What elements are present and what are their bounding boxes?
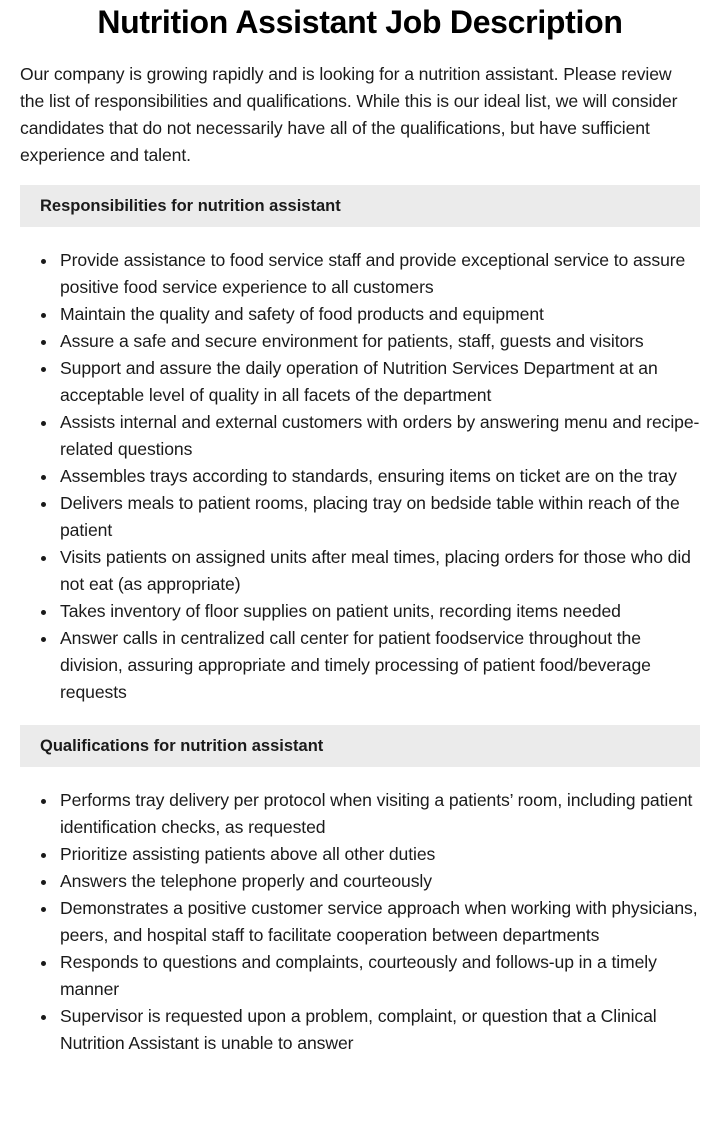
- list-item: Supervisor is requested upon a problem, complaint, or question that a Clinical Nutrition Assistant is unable to answer: [60, 1003, 700, 1057]
- bullet-icon: [41, 259, 46, 264]
- bullet-icon: [41, 961, 46, 966]
- qualifications-list: [20, 787, 700, 1057]
- list-item: Performs tray delivery per protocol when visiting a patients’ room, including patient identification checks, as requested: [60, 787, 700, 841]
- list-item: Answer calls in centralized call center for patient foodservice throughout the division, assuring appropriate and timely processing of patient food/beverage requests: [60, 625, 700, 706]
- list-item: Assists internal and external customers with orders by answering menu and recipe-related questions: [60, 409, 700, 463]
- bullet-icon: [41, 880, 46, 885]
- bullet-icon: [41, 853, 46, 858]
- list-item: Demonstrates a positive customer service approach when working with physicians, peers, and hospital staff to facilitate cooperation between departments: [60, 895, 700, 949]
- bullet-icon: [41, 610, 46, 615]
- bullet-icon: [41, 1015, 46, 1020]
- intro-paragraph: Our company is growing rapidly and is looking for a nutrition assistant. Please review the list of responsibilities and qualifications. While this is our ideal list, we will consider candidates that do not necessarily have all of the qualifications, but have sufficient experience and talent.: [20, 64, 678, 165]
- bullet-icon: [41, 502, 46, 507]
- list-item: Delivers meals to patient rooms, placing tray on bedside table within reach of the patient: [60, 490, 700, 544]
- list-item: Responds to questions and complaints, courteously and follows-up in a timely manner: [60, 949, 700, 1003]
- bullet-icon: [41, 313, 46, 318]
- responsibilities-list: [20, 247, 700, 706]
- list-item: Prioritize assisting patients above all other duties: [60, 841, 700, 868]
- bullet-icon: [41, 907, 46, 912]
- bullet-icon: [41, 637, 46, 642]
- bullet-icon: [41, 799, 46, 804]
- bullet-icon: [41, 421, 46, 426]
- qualifications-heading: Qualifications for nutrition assistant: [20, 725, 700, 767]
- list-item: Maintain the quality and safety of food products and equipment: [60, 301, 700, 328]
- list-item: Takes inventory of floor supplies on patient units, recording items needed: [60, 598, 700, 625]
- list-item: Provide assistance to food service staff and provide exceptional service to assure positive food service experience to all customers: [60, 247, 700, 301]
- bullet-icon: [41, 556, 46, 561]
- list-item: Answers the telephone properly and courteously: [60, 868, 700, 895]
- page-title: Nutrition Assistant Job Description: [97, 4, 623, 40]
- bullet-icon: [41, 475, 46, 480]
- bullet-icon: [41, 367, 46, 372]
- responsibilities-heading: Responsibilities for nutrition assistant: [20, 185, 700, 227]
- list-item: Assembles trays according to standards, ensuring items on ticket are on the tray: [60, 463, 700, 490]
- list-item: Visits patients on assigned units after meal times, placing orders for those who did not eat (as appropriate): [60, 544, 700, 598]
- bullet-icon: [41, 340, 46, 345]
- list-item: Support and assure the daily operation of Nutrition Services Department at an acceptable level of quality in all facets of the department: [60, 355, 700, 409]
- list-item: Assure a safe and secure environment for patients, staff, guests and visitors: [60, 328, 700, 355]
